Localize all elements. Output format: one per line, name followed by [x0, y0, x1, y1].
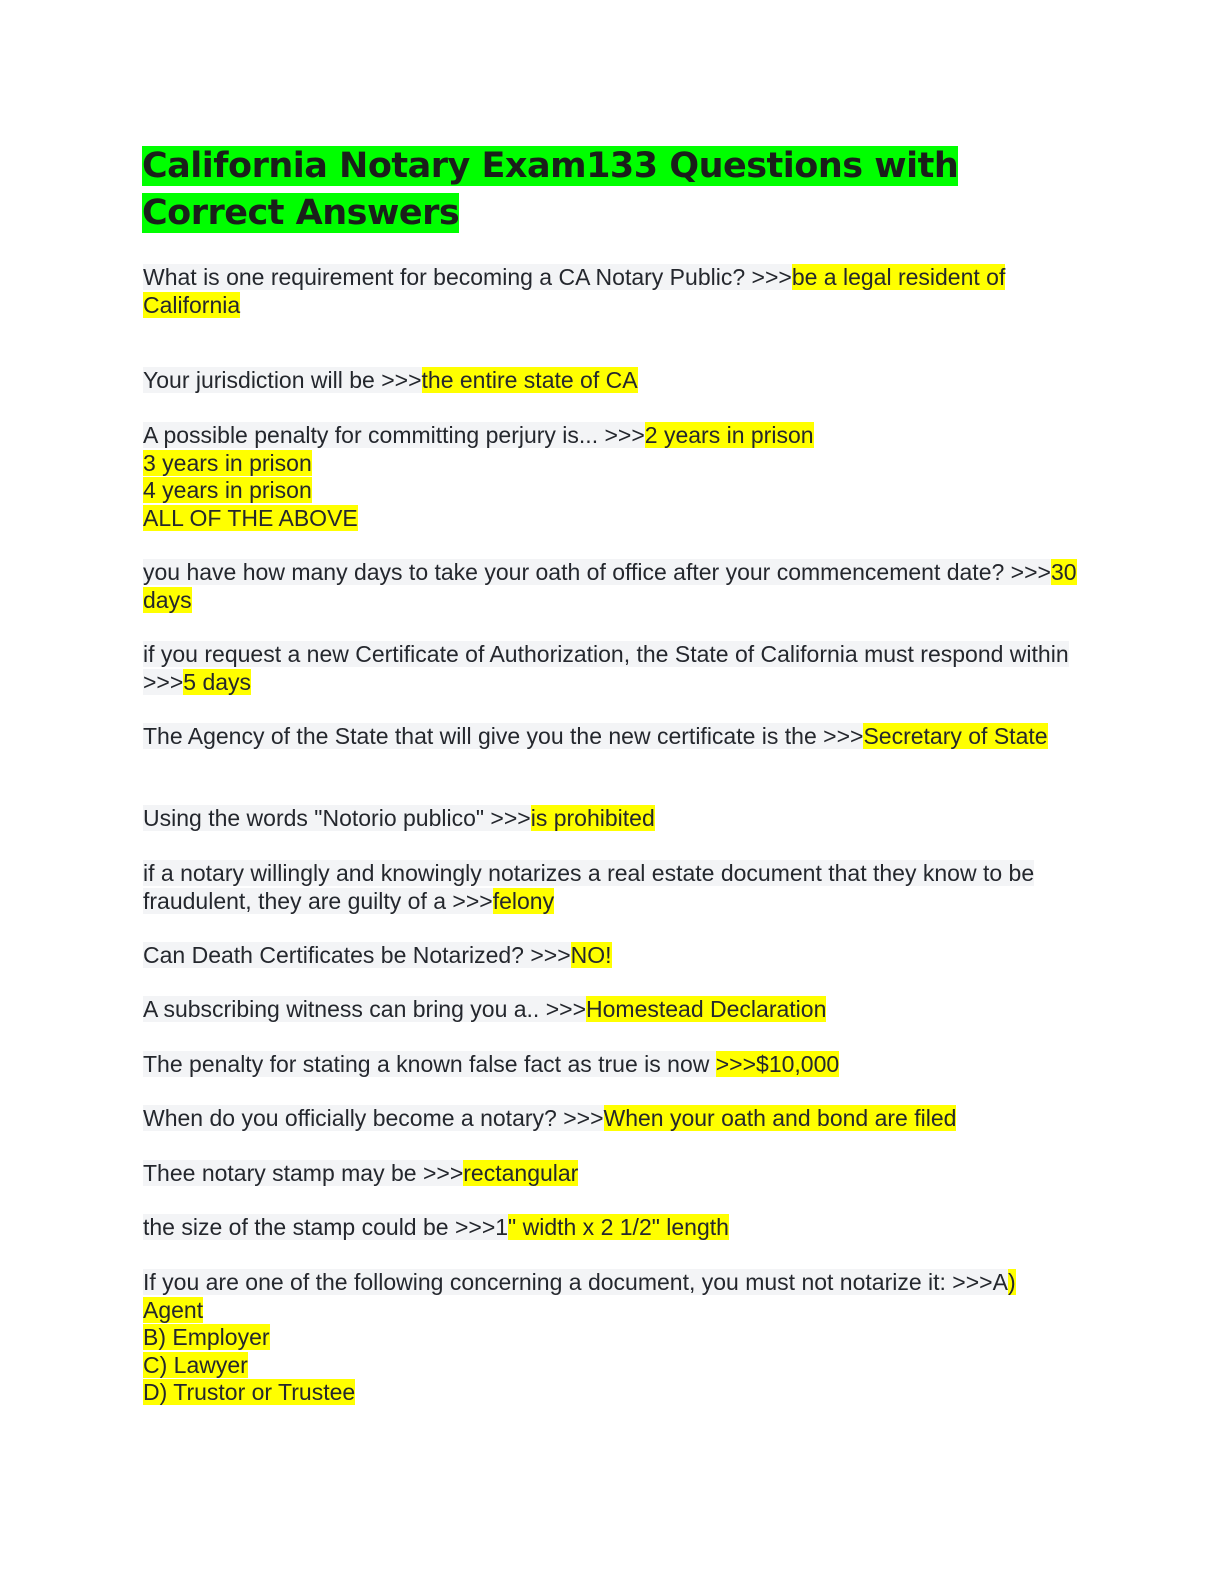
answer-text: Secretary of State	[863, 723, 1048, 749]
answer-line	[143, 477, 1083, 505]
question-text: A subscribing witness can bring you a.. >>>	[143, 996, 587, 1022]
qa-item-1	[143, 264, 1083, 319]
document-title-text: California Notary Exam133 Questions with Correct Answers	[142, 146, 959, 233]
answer-option: ALL OF THE ABOVE	[143, 504, 358, 531]
answer-option: 4 years in prison	[143, 477, 312, 503]
question-text: If you are one of the following concerning a document, you must not notarize it: >>>A	[143, 1269, 1008, 1295]
answer-text: NO!	[570, 942, 612, 968]
question-text: Can Death Certificates be Notarized? >>>	[143, 942, 571, 968]
qa-item-12	[143, 1105, 1083, 1133]
question-text: if you request a new Certificate of Authorization, the State of California must respond within >>>	[143, 641, 1069, 695]
document-title	[142, 143, 1102, 237]
answer-text: rectangular	[463, 1160, 579, 1186]
qa-item-13	[143, 1160, 1083, 1188]
answer-text: Homestead Declaration	[586, 996, 827, 1022]
answer-text: felony	[492, 887, 555, 914]
question-text: A possible penalty for committing perjury is... >>>	[143, 422, 645, 448]
answer-line	[143, 1352, 1048, 1380]
answer-text: >>>$10,000	[715, 1051, 840, 1077]
qa-item-7	[143, 805, 1083, 833]
qa-item-4	[143, 559, 1083, 614]
answer-line	[143, 422, 1083, 450]
answer-text: the entire state of CA	[421, 367, 638, 393]
qa-item-6	[143, 723, 1083, 751]
question-text: When do you officially become a notary? >>>	[143, 1105, 604, 1131]
answer-text: is prohibited	[530, 805, 655, 831]
answer-text: 5 days	[183, 668, 252, 695]
qa-item-14	[143, 1214, 1083, 1242]
qa-item-8	[143, 860, 1093, 915]
answer-line	[143, 1324, 1048, 1352]
question-text: Thee notary stamp may be >>>	[143, 1160, 464, 1186]
answer-text: be a legal resident of California	[143, 264, 1006, 318]
qa-item-5	[143, 641, 1083, 696]
question-text: The penalty for stating a known false fact as true is now	[143, 1051, 716, 1077]
question-text: Using the words "Notorio publico" >>>	[143, 805, 531, 831]
answer-line	[143, 1379, 1048, 1407]
question-text: The Agency of the State that will give you the new certificate is the >>>	[143, 723, 864, 749]
answer-text: When your oath and bond are filed	[603, 1105, 957, 1131]
question-text: you have how many days to take your oath of office after your commencement date? >>>	[143, 559, 1051, 585]
answer-text: " width x 2 1/2" length	[508, 1214, 729, 1240]
answer-option: 3 years in prison	[143, 449, 312, 476]
qa-item-15	[143, 1269, 1048, 1407]
question-text: if a notary willingly and knowingly notarizes a real estate document that they know to be fraudulent, they are guilty of a >>>	[143, 860, 1035, 914]
question-text: the size of the stamp could be >>>1	[143, 1214, 509, 1240]
qa-item-10	[143, 996, 1083, 1024]
answer-line	[143, 505, 1083, 533]
question-text: Your jurisdiction will be >>>	[143, 367, 422, 393]
answer-text: ) Agent	[143, 1269, 1016, 1323]
answer-option: C) Lawyer	[143, 1351, 248, 1378]
answer-text: 30 days	[143, 559, 1077, 613]
qa-item-3	[143, 422, 1083, 532]
answer-text: 2 years in prison	[644, 422, 814, 448]
answer-option: D) Trustor or Trustee	[143, 1379, 356, 1405]
qa-item-9	[143, 942, 1083, 970]
qa-item-11	[143, 1051, 1083, 1079]
question-text: What is one requirement for becoming a CA Notary Public? >>>	[143, 264, 792, 290]
answer-line	[143, 1269, 1048, 1324]
qa-item-2	[143, 367, 1083, 395]
answer-line	[143, 450, 1083, 478]
answer-option: B) Employer	[143, 1324, 270, 1350]
